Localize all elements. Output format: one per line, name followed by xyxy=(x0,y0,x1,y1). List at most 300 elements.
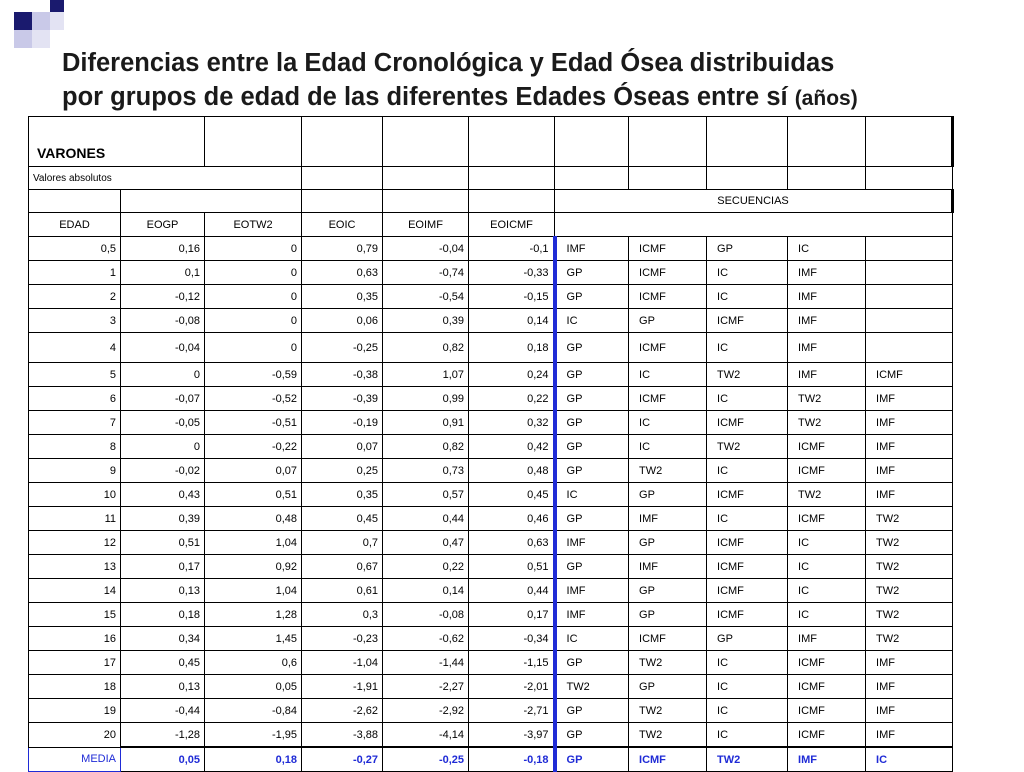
eoicmf-cell: 0,42 xyxy=(469,435,555,459)
eoic-cell: -0,27 xyxy=(302,747,383,772)
sequence-cell: ICMF xyxy=(629,387,707,411)
empty-cell xyxy=(629,117,707,167)
sequence-cell: IC xyxy=(707,261,788,285)
sequence-cell: ICMF xyxy=(629,333,707,363)
sequence-cell: IC xyxy=(707,651,788,675)
eoicmf-cell: 0,17 xyxy=(469,603,555,627)
edad-cell: 17 xyxy=(29,651,121,675)
sequence-cell: IC xyxy=(555,309,629,333)
header-eotw2: EOTW2 xyxy=(205,213,302,237)
empty-cell xyxy=(866,167,953,190)
sequence-cell: TW2 xyxy=(788,387,866,411)
eoimf-cell: -0,54 xyxy=(383,285,469,309)
eotw2-cell: -1,95 xyxy=(205,723,302,748)
table-row xyxy=(29,411,953,435)
sequence-cell: IC xyxy=(707,507,788,531)
sequence-cell: IC xyxy=(555,627,629,651)
sequence-cell: IC xyxy=(707,333,788,363)
title-units: (años) xyxy=(794,87,858,110)
header-eoicmf: EOICMF xyxy=(469,213,555,237)
sequence-cell: IC xyxy=(707,723,788,748)
eotw2-cell: 0,18 xyxy=(205,747,302,772)
edad-cell: 15 xyxy=(29,603,121,627)
sequence-cell: IMF xyxy=(788,363,866,387)
empty-cell xyxy=(555,117,629,167)
sequence-cell: GP xyxy=(629,309,707,333)
sequence-cell: IC xyxy=(629,411,707,435)
eotw2-cell: 0,07 xyxy=(205,459,302,483)
eotw2-cell: 0,92 xyxy=(205,555,302,579)
empty-cell xyxy=(29,190,121,213)
sequence-row xyxy=(29,190,953,213)
eoicmf-cell: 0,45 xyxy=(469,483,555,507)
eoicmf-cell: 0,32 xyxy=(469,411,555,435)
eotw2-cell: 0,51 xyxy=(205,483,302,507)
sequence-cell: ICMF xyxy=(707,411,788,435)
sequence-cell: TW2 xyxy=(707,363,788,387)
sequence-cell: IMF xyxy=(866,411,953,435)
empty-cell xyxy=(629,167,707,190)
eoic-cell: 0,79 xyxy=(302,237,383,261)
title-line-1: Diferencias entre la Edad Cronológica y Edad Ósea distribuidas xyxy=(62,49,835,77)
sequence-cell: TW2 xyxy=(866,507,953,531)
sequence-cell: TW2 xyxy=(788,483,866,507)
eogp-cell: -0,08 xyxy=(121,309,205,333)
sequence-cell: IMF xyxy=(866,651,953,675)
eoimf-cell: 0,47 xyxy=(383,531,469,555)
eoimf-cell: 0,82 xyxy=(383,435,469,459)
sequence-cell: IC xyxy=(629,363,707,387)
header-eoic: EOIC xyxy=(302,213,383,237)
eoimf-cell: 0,99 xyxy=(383,387,469,411)
edad-cell: 3 xyxy=(29,309,121,333)
edad-cell: 7 xyxy=(29,411,121,435)
eoimf-cell: 0,39 xyxy=(383,309,469,333)
eoicmf-cell: 0,46 xyxy=(469,507,555,531)
sequence-cell: IC xyxy=(707,285,788,309)
sequence-cell: IMF xyxy=(555,579,629,603)
table-row xyxy=(29,555,953,579)
sequence-cell: IMF xyxy=(629,507,707,531)
sequence-cell: IC xyxy=(788,237,866,261)
table-row xyxy=(29,651,953,675)
eotw2-cell: 0,48 xyxy=(205,507,302,531)
sequence-cell: IC xyxy=(788,555,866,579)
sequence-cell: IMF xyxy=(866,675,953,699)
sequence-cell: ICMF xyxy=(707,579,788,603)
table-row xyxy=(29,531,953,555)
eotw2-cell: 0,6 xyxy=(205,651,302,675)
eogp-cell: -0,12 xyxy=(121,285,205,309)
sequence-cell: ICMF xyxy=(788,507,866,531)
eotw2-cell: 0 xyxy=(205,333,302,363)
eoicmf-cell: -0,34 xyxy=(469,627,555,651)
sequence-cell: IC xyxy=(707,675,788,699)
media-label: MEDIA xyxy=(29,747,121,772)
corner-square-light-3 xyxy=(32,30,50,48)
sequence-cell: ICMF xyxy=(788,675,866,699)
eoimf-cell: -0,04 xyxy=(383,237,469,261)
sequence-cell: IMF xyxy=(866,387,953,411)
empty-cell xyxy=(205,117,302,167)
sequence-cell: TW2 xyxy=(866,555,953,579)
table-row xyxy=(29,507,953,531)
eogp-cell: 0,18 xyxy=(121,603,205,627)
sequence-cell: GP xyxy=(555,387,629,411)
eoimf-cell: -4,14 xyxy=(383,723,469,748)
sequence-cell xyxy=(866,285,953,309)
table-row xyxy=(29,261,953,285)
empty-cell xyxy=(707,167,788,190)
corner-square-light-1 xyxy=(32,12,50,30)
table-row xyxy=(29,333,953,363)
eogp-cell: 0,39 xyxy=(121,507,205,531)
eoic-cell: 0,25 xyxy=(302,459,383,483)
sequence-cell: IC xyxy=(629,435,707,459)
sequence-cell: TW2 xyxy=(707,435,788,459)
header-row xyxy=(29,213,953,237)
sequence-cell: ICMF xyxy=(707,483,788,507)
sequence-cell: IMF xyxy=(788,261,866,285)
edad-cell: 19 xyxy=(29,699,121,723)
sequence-cell: IC xyxy=(788,531,866,555)
sequence-cell: GP xyxy=(555,333,629,363)
eoimf-cell: -0,62 xyxy=(383,627,469,651)
eoicmf-cell: -3,97 xyxy=(469,723,555,748)
sequence-cell: IMF xyxy=(866,459,953,483)
sequence-cell: TW2 xyxy=(866,603,953,627)
sequence-cell: GP xyxy=(555,699,629,723)
table-row xyxy=(29,459,953,483)
sequence-cell: TW2 xyxy=(866,531,953,555)
eogp-cell: 0,13 xyxy=(121,579,205,603)
empty-cell xyxy=(302,167,383,190)
eoic-cell: -0,39 xyxy=(302,387,383,411)
eoic-cell: 0,63 xyxy=(302,261,383,285)
edad-cell: 16 xyxy=(29,627,121,651)
eoicmf-cell: 0,51 xyxy=(469,555,555,579)
sequence-cell: IMF xyxy=(788,747,866,772)
eogp-cell: 0,05 xyxy=(121,747,205,772)
eoic-cell: -0,38 xyxy=(302,363,383,387)
edad-cell: 1 xyxy=(29,261,121,285)
eotw2-cell: 1,04 xyxy=(205,579,302,603)
eoic-cell: -0,25 xyxy=(302,333,383,363)
sequence-cell: ICMF xyxy=(788,723,866,748)
sequence-cell: GP xyxy=(555,651,629,675)
empty-cell xyxy=(469,117,555,167)
eotw2-cell: 0 xyxy=(205,261,302,285)
subtitle-label: Valores absolutos xyxy=(29,167,302,190)
sequence-cell xyxy=(866,333,953,363)
sequence-cell: ICMF xyxy=(629,285,707,309)
eoic-cell: 0,06 xyxy=(302,309,383,333)
sequence-cell: GP xyxy=(555,435,629,459)
sequence-cell: ICMF xyxy=(707,531,788,555)
empty-cell xyxy=(121,190,302,213)
eoic-cell: 0,67 xyxy=(302,555,383,579)
eoicmf-cell: 0,22 xyxy=(469,387,555,411)
sequence-cell: TW2 xyxy=(866,579,953,603)
eogp-cell: -0,05 xyxy=(121,411,205,435)
empty-cell xyxy=(555,213,953,237)
sequence-cell: GP xyxy=(555,555,629,579)
empty-cell xyxy=(383,190,469,213)
edad-cell: 4 xyxy=(29,333,121,363)
sequence-cell: IC xyxy=(788,603,866,627)
empty-cell xyxy=(302,190,383,213)
sequence-cell: TW2 xyxy=(788,411,866,435)
eoimf-cell: 0,22 xyxy=(383,555,469,579)
eoimf-cell: 1,07 xyxy=(383,363,469,387)
eotw2-cell: 0 xyxy=(205,237,302,261)
eoicmf-cell: 0,14 xyxy=(469,309,555,333)
eogp-cell: 0,17 xyxy=(121,555,205,579)
table-row xyxy=(29,675,953,699)
edad-cell: 5 xyxy=(29,363,121,387)
eoic-cell: 0,07 xyxy=(302,435,383,459)
table-row xyxy=(29,627,953,651)
table-row xyxy=(29,579,953,603)
sequence-cell: ICMF xyxy=(707,603,788,627)
sequence-cell: GP xyxy=(555,285,629,309)
eoic-cell: 0,35 xyxy=(302,285,383,309)
sequence-cell: ICMF xyxy=(788,459,866,483)
table-row xyxy=(29,435,953,459)
eoicmf-cell: 0,18 xyxy=(469,333,555,363)
edad-cell: 20 xyxy=(29,723,121,748)
eotw2-cell: -0,59 xyxy=(205,363,302,387)
eotw2-cell: -0,84 xyxy=(205,699,302,723)
sequence-cell: GP xyxy=(707,237,788,261)
eoicmf-cell: 0,24 xyxy=(469,363,555,387)
sequence-cell: IC xyxy=(707,387,788,411)
empty-cell xyxy=(788,167,866,190)
eoic-cell: -0,19 xyxy=(302,411,383,435)
edad-cell: 8 xyxy=(29,435,121,459)
eoimf-cell: -2,92 xyxy=(383,699,469,723)
eotw2-cell: 0 xyxy=(205,309,302,333)
sequence-cell: TW2 xyxy=(707,747,788,772)
sequence-cell: ICMF xyxy=(866,363,953,387)
sequence-cell: TW2 xyxy=(629,723,707,748)
eoicmf-cell: -2,71 xyxy=(469,699,555,723)
eoicmf-cell: 0,63 xyxy=(469,531,555,555)
eogp-cell: 0 xyxy=(121,435,205,459)
header-edad: EDAD xyxy=(29,213,121,237)
data-table xyxy=(28,116,954,772)
edad-cell: 2 xyxy=(29,285,121,309)
sequence-cell: IMF xyxy=(555,531,629,555)
sequence-cell: ICMF xyxy=(707,555,788,579)
empty-cell xyxy=(469,190,555,213)
sequence-cell: IMF xyxy=(866,723,953,748)
sequence-cell: GP xyxy=(555,411,629,435)
sequence-cell: IMF xyxy=(866,699,953,723)
sequence-cell: GP xyxy=(555,459,629,483)
sequence-cell: TW2 xyxy=(629,651,707,675)
eotw2-cell: 1,45 xyxy=(205,627,302,651)
sequence-cell: GP xyxy=(629,603,707,627)
eoic-cell: 0,3 xyxy=(302,603,383,627)
sequence-cell: ICMF xyxy=(629,261,707,285)
eotw2-cell: -0,51 xyxy=(205,411,302,435)
empty-cell xyxy=(302,117,383,167)
eoimf-cell: -0,08 xyxy=(383,603,469,627)
sequence-cell: ICMF xyxy=(788,699,866,723)
eogp-cell: -0,44 xyxy=(121,699,205,723)
eoicmf-cell: -0,1 xyxy=(469,237,555,261)
header-eogp: EOGP xyxy=(121,213,205,237)
edad-cell: 6 xyxy=(29,387,121,411)
eoicmf-cell: 0,44 xyxy=(469,579,555,603)
table-row xyxy=(29,387,953,411)
sequence-cell: ICMF xyxy=(707,309,788,333)
group-row xyxy=(29,117,953,167)
sequence-cell: IMF xyxy=(788,285,866,309)
eogp-cell: 0,1 xyxy=(121,261,205,285)
empty-cell xyxy=(383,167,469,190)
eogp-cell: 0,51 xyxy=(121,531,205,555)
table-row xyxy=(29,483,953,507)
edad-cell: 13 xyxy=(29,555,121,579)
sequence-cell: IMF xyxy=(788,309,866,333)
eogp-cell: 0,13 xyxy=(121,675,205,699)
edad-cell: 10 xyxy=(29,483,121,507)
eogp-cell: -0,04 xyxy=(121,333,205,363)
eotw2-cell: 1,04 xyxy=(205,531,302,555)
empty-cell xyxy=(788,117,866,167)
edad-cell: 14 xyxy=(29,579,121,603)
eoicmf-cell: -2,01 xyxy=(469,675,555,699)
eoimf-cell: 0,14 xyxy=(383,579,469,603)
eotw2-cell: -0,52 xyxy=(205,387,302,411)
eoimf-cell: -0,74 xyxy=(383,261,469,285)
eoic-cell: 0,35 xyxy=(302,483,383,507)
corner-square-light-4 xyxy=(50,12,64,30)
eogp-cell: -0,07 xyxy=(121,387,205,411)
sequence-cell: IMF xyxy=(555,237,629,261)
eoicmf-cell: -1,15 xyxy=(469,651,555,675)
sequence-cell: ICMF xyxy=(629,237,707,261)
eoicmf-cell: -0,18 xyxy=(469,747,555,772)
corner-square-navy-2 xyxy=(50,0,64,12)
edad-cell: 9 xyxy=(29,459,121,483)
eotw2-cell: 1,28 xyxy=(205,603,302,627)
sequence-cell: IMF xyxy=(788,627,866,651)
sequence-cell: GP xyxy=(555,507,629,531)
table-row xyxy=(29,699,953,723)
sequence-cell: IMF xyxy=(866,435,953,459)
table-row xyxy=(29,603,953,627)
sequence-cell: IC xyxy=(866,747,953,772)
title-line-2 xyxy=(62,80,1002,116)
eotw2-cell: 0,05 xyxy=(205,675,302,699)
sequence-cell: ICMF xyxy=(788,435,866,459)
sequence-cell: TW2 xyxy=(629,699,707,723)
eogp-cell: 0,45 xyxy=(121,651,205,675)
eoimf-cell: -1,44 xyxy=(383,651,469,675)
sequence-cell xyxy=(866,261,953,285)
eoic-cell: 0,45 xyxy=(302,507,383,531)
table-row xyxy=(29,363,953,387)
eoic-cell: 0,61 xyxy=(302,579,383,603)
empty-cell xyxy=(555,167,629,190)
empty-cell xyxy=(383,117,469,167)
sequence-cell: GP xyxy=(707,627,788,651)
eogp-cell: -1,28 xyxy=(121,723,205,748)
sequence-cell xyxy=(866,237,953,261)
edad-cell: 0,5 xyxy=(29,237,121,261)
sequence-cell: GP xyxy=(555,723,629,748)
empty-cell xyxy=(707,117,788,167)
sequence-label: SECUENCIAS xyxy=(555,190,953,213)
eoimf-cell: 0,57 xyxy=(383,483,469,507)
eoimf-cell: 0,91 xyxy=(383,411,469,435)
empty-cell xyxy=(866,117,953,167)
eoic-cell: 0,7 xyxy=(302,531,383,555)
empty-cell xyxy=(469,167,555,190)
eoic-cell: -0,23 xyxy=(302,627,383,651)
sequence-cell: IMF xyxy=(629,555,707,579)
sequence-cell: ICMF xyxy=(788,651,866,675)
eoimf-cell: 0,44 xyxy=(383,507,469,531)
sequence-cell xyxy=(866,309,953,333)
sequence-cell: IMF xyxy=(555,603,629,627)
sequence-cell: GP xyxy=(629,579,707,603)
table-row xyxy=(29,309,953,333)
sequence-cell: IC xyxy=(555,483,629,507)
edad-cell: 18 xyxy=(29,675,121,699)
sequence-cell: GP xyxy=(629,675,707,699)
sequence-cell: IC xyxy=(788,579,866,603)
sequence-cell: IC xyxy=(707,699,788,723)
sequence-cell: ICMF xyxy=(629,747,707,772)
eoic-cell: -3,88 xyxy=(302,723,383,748)
sequence-cell: IC xyxy=(707,459,788,483)
header-eoimf: EOIMF xyxy=(383,213,469,237)
eoicmf-cell: -0,33 xyxy=(469,261,555,285)
eoicmf-cell: -0,15 xyxy=(469,285,555,309)
eogp-cell: 0,43 xyxy=(121,483,205,507)
title-line-2-text: por grupos de edad de las diferentes Edades Óseas entre sí xyxy=(62,83,788,111)
eoic-cell: -2,62 xyxy=(302,699,383,723)
table-row xyxy=(29,723,953,748)
corner-square-light-2 xyxy=(14,30,32,48)
table-row xyxy=(29,285,953,309)
corner-square-navy-1 xyxy=(14,12,32,30)
eotw2-cell: 0 xyxy=(205,285,302,309)
page-title xyxy=(62,46,1002,116)
sequence-cell: GP xyxy=(555,747,629,772)
eoimf-cell: 0,82 xyxy=(383,333,469,363)
sequence-cell: TW2 xyxy=(629,459,707,483)
sequence-cell: IMF xyxy=(788,333,866,363)
sequence-cell: GP xyxy=(555,261,629,285)
eoimf-cell: -0,25 xyxy=(383,747,469,772)
edad-cell: 12 xyxy=(29,531,121,555)
eogp-cell: 0,34 xyxy=(121,627,205,651)
eogp-cell: 0 xyxy=(121,363,205,387)
eoic-cell: -1,91 xyxy=(302,675,383,699)
eogp-cell: -0,02 xyxy=(121,459,205,483)
sequence-cell: ICMF xyxy=(629,627,707,651)
sequence-cell: GP xyxy=(629,531,707,555)
eotw2-cell: -0,22 xyxy=(205,435,302,459)
edad-cell: 11 xyxy=(29,507,121,531)
eoimf-cell: 0,73 xyxy=(383,459,469,483)
eogp-cell: 0,16 xyxy=(121,237,205,261)
